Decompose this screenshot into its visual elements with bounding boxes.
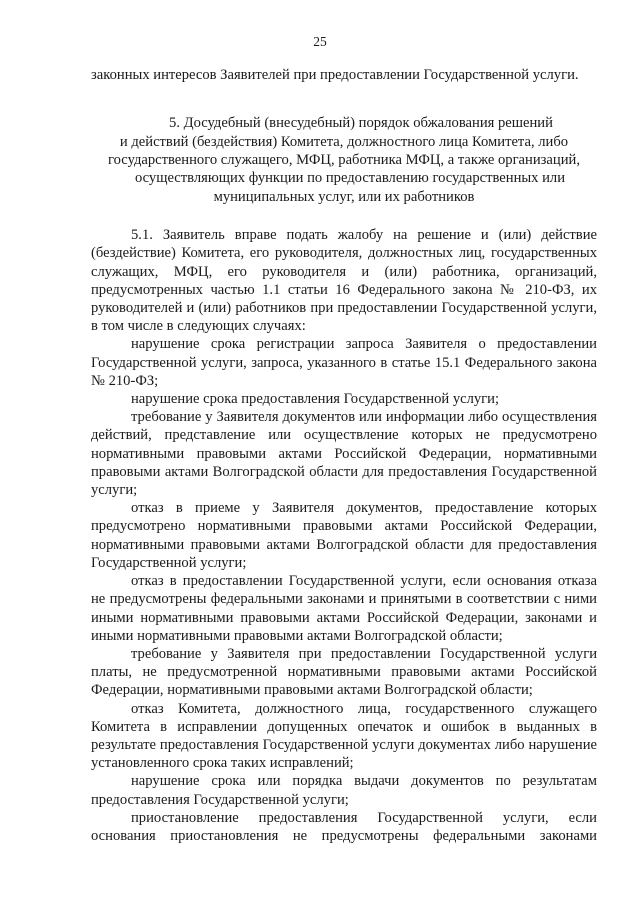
document-body (91, 66, 597, 845)
list-item: требование у Заявителя при предоставлении Государственной услуги платы, не предусмотренной нормативными правовыми актами Российской Федерации, нормативными правовыми актами Волгоградской области; (91, 645, 597, 699)
section-title-line: и действий (бездействия) Комитета, должностного лица Комитета, либо (119, 133, 569, 150)
list-item: нарушение срока предоставления Государственной услуги; (131, 391, 500, 408)
list-item: приостановление предоставления Государственной услуги, если основания приостановления не предусмотрены федеральными законами (91, 809, 597, 844)
section-title (91, 114, 597, 206)
list-item: отказ в предоставлении Государственной услуги, если основания отказа не предусмотрены федеральными законами и принятыми в соответствии с ними иными нормативными правовыми актами Российской Федерации, законами и иными нормативными правовыми актами Волгоградской области; (91, 573, 597, 644)
section-title-line: осуществляющих функции по предоставлению государственных или (134, 170, 566, 187)
list-item: нарушение срока или порядка выдачи документов по результатам предоставления Государственной услуги; (91, 773, 597, 808)
section-title-line: государственного служащего, МФЦ, работника МФЦ, а также организаций, (108, 152, 580, 169)
page-number: 25 (313, 34, 327, 49)
section-title-line: 5. Досудебный (внесудебный) порядок обжалования решений (169, 115, 553, 132)
list-item: требование у Заявителя документов или информации либо осуществления действий, представление или осуществление которых не предусмотрено нормативными правовыми актами Российской Федерации, нормативными правовыми актами Волгоградской области для предоставления Государственной услуги; (91, 409, 597, 499)
paragraph-5-1: 5.1. Заявитель вправе подать жалобу на решение и (или) действие (бездействие) Комитета, его руководителя, должностных лиц, государственных служащих, МФЦ, его руководителя и (или) работника, организаций, предусмотренных частью 1.1 статьи 16 Федерального закона № 210-ФЗ, их руководителей и (или) работников при предоставлении Государственной услуги, в том числе в следующих случаях: (91, 227, 597, 335)
list-item: отказ в приеме у Заявителя документов, предоставление которых предусмотрено нормативными правовыми актами Российской Федерации, нормативными правовыми актами Волгоградской области для предоставления Государственной услуги; (91, 500, 597, 571)
section-title-line: муниципальных услуг, или их работников (213, 188, 475, 205)
list-item: отказ Комитета, должностного лица, государственного служащего Комитета в исправлении допущенных опечаток и ошибок в выданных в результате предоставления Государственной услуги документах либо нарушение установленного срока таких исправлений; (91, 700, 597, 772)
intro-fragment: законных интересов Заявителей при предоставлении Государственной услуги. (91, 67, 579, 83)
list-item: нарушение срока регистрации запроса Заявителя о предоставлении Государственной услуги, запроса, указанного в статье 15.1 Федерального закона № 210-ФЗ; (91, 336, 597, 389)
